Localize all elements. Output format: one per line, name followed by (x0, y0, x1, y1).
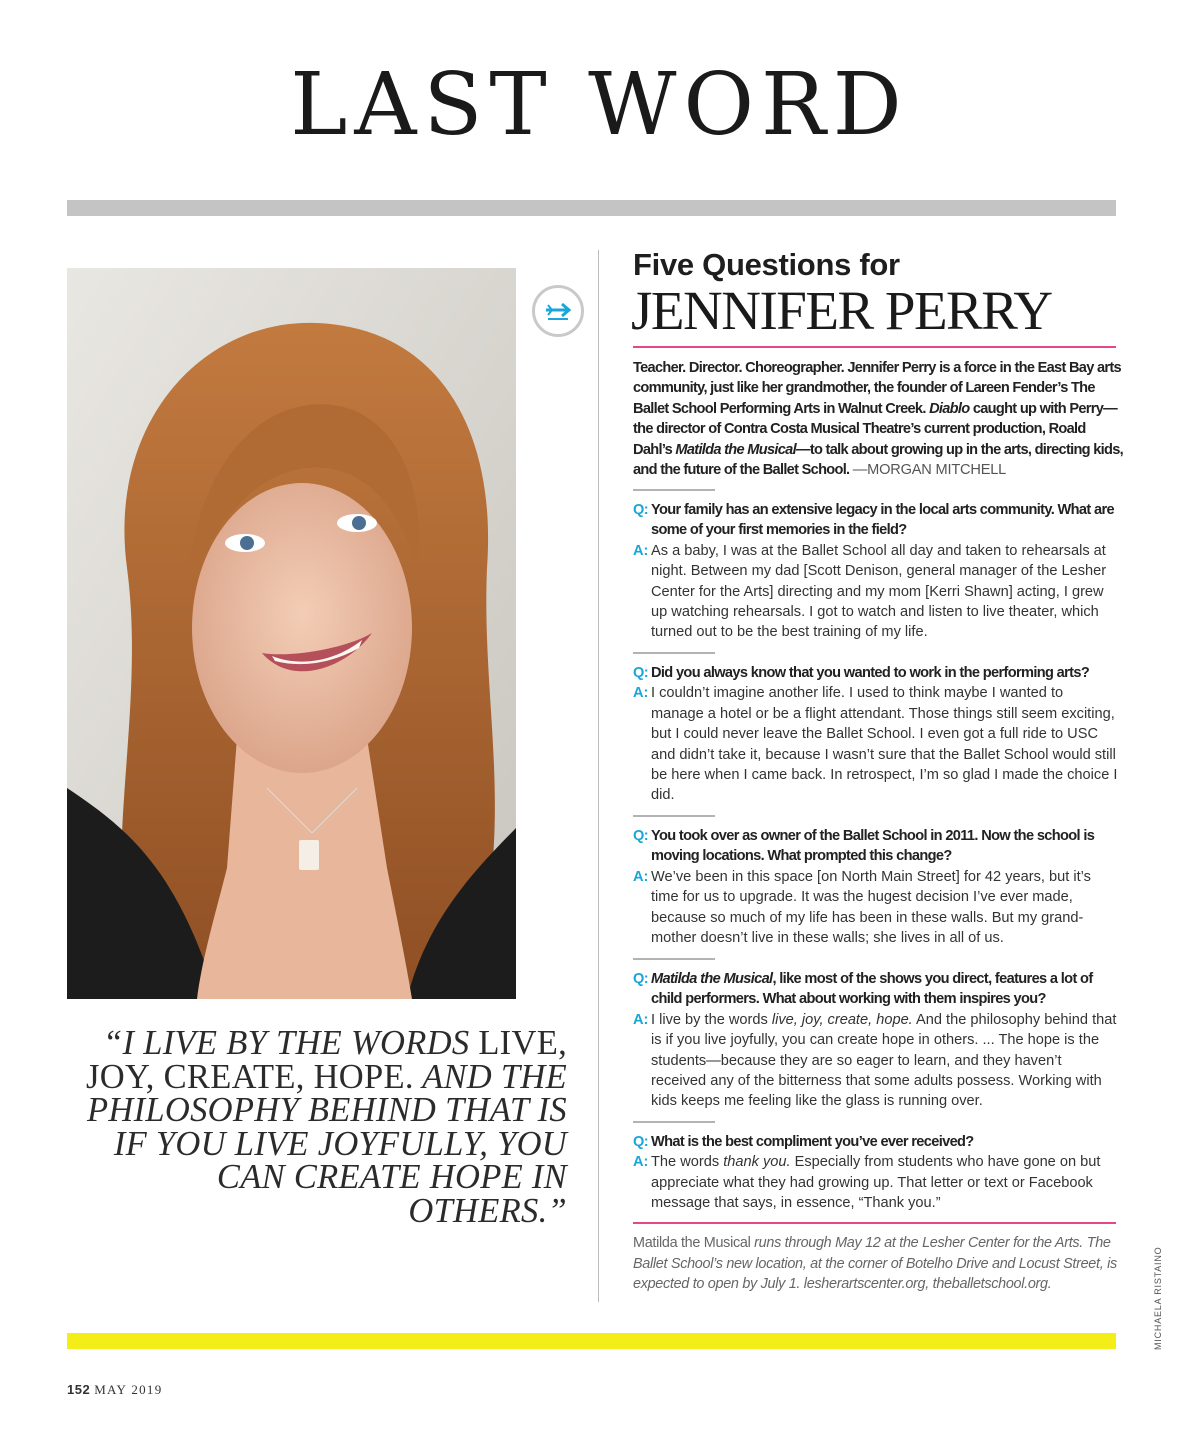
qa-divider (633, 652, 715, 654)
question-label: Q: (633, 971, 648, 987)
portrait-photo (67, 268, 516, 999)
question-label: Q: (633, 502, 648, 518)
headline-name: JENNIFER PERRY (631, 280, 1052, 341)
qa-divider (633, 489, 715, 491)
question-text: What is the best compliment you’ve ever received? (651, 1134, 974, 1150)
qa-block-2 (633, 663, 1119, 806)
answer-label: A: (633, 868, 649, 885)
qa-block-1 (633, 500, 1119, 643)
question-text: Your family has an extensive legacy in the local arts community. What are some of your first memories in the field? (651, 502, 1114, 539)
qa-divider (633, 815, 715, 817)
pull-quote-open: “I LIVE BY THE WORDS (103, 1024, 479, 1062)
footnote-text: runs through May 12 at the Lesher Center for the Arts. The Ballet School’s new location, at the corner of Botelho Drive and Locust Street, is expected to open by July 1. lesherartscenter.org, theballetschool.org. (633, 1235, 1117, 1292)
question-label: Q: (633, 828, 648, 844)
question-text: Did you always know that you wanted to work in the performing arts? (651, 665, 1090, 681)
pull-quote-rest: AND THE PHILOSOPHY BEHIND THAT IS IF YOU LIVE JOYFULLY, YOU CAN CREATE HOPE IN OTHERS.” (87, 1057, 567, 1230)
qa-block-4 (633, 969, 1119, 1112)
header-rule (67, 200, 1116, 216)
qa-divider (633, 958, 715, 960)
answer-text-pre: The words (651, 1154, 724, 1171)
byline: —MORGAN MITCHELL (852, 462, 1007, 479)
answer-text: I couldn’t imagine another life. I used to think maybe I wanted to manage a hotel or be a flight attendant. Those things still seem exciting, but I could never leave the Ballet School. I even got a full ride to USC and didn’t take it, because I wasn’t sure that the Ballet School would still be here when I came back. In retrospect, I’m so glad I made the choice I did. (651, 685, 1118, 804)
headline-rule (633, 346, 1116, 348)
intro-text-1: Teacher. Director. Choreographer. Jennifer Perry is a force in the East Bay arts community, just like her grandmother, the founder of Lareen Fender’s The Ballet School Performing Arts in Walnut Creek. (633, 360, 1121, 417)
answer-emphasis: thank you. (723, 1154, 791, 1171)
pull-quote (60, 1024, 567, 1230)
footer-rule (67, 1333, 1116, 1349)
answer-label: A: (633, 685, 649, 702)
answer-emphasis: live, joy, create, hope. (771, 1011, 913, 1028)
issue-date: MAY 2019 (94, 1382, 163, 1397)
question-show-title: Matilda the Musical (651, 971, 773, 987)
answer-text: We’ve been in this space [on North Main Street] for 42 years, but it’s time for us to upgrade. It was the hugest decision I’ve ever made, because so much of my life has been in these walls. But my grand-mother doesn’t live in these walls; she lives in all of us. (651, 868, 1091, 947)
intro-text-2: caught up with Perry—the director of Contra Costa Musical Theatre’s current production, Roald Dahl’s (633, 400, 1118, 458)
answer-text-post: Especially from students who have gone on but appreciate what they had growing up. That letter or text or Facebook message that says, in essence, “Thank you.” (651, 1154, 1101, 1212)
intro-publication: Diablo (929, 400, 970, 417)
intro-text-3: —to talk about growing up in the arts, directing kids, and the future of the Ballet School. (633, 441, 1124, 479)
intro-paragraph (633, 358, 1123, 480)
qa-block-5 (633, 1132, 1119, 1214)
column-divider (598, 250, 599, 1302)
answer-text-post: And the philosophy behind that is if you live joyfully, you can create hope in others. ... The hope is the students—because they are so eager to learn, and they haven’t received any of the bitterness that some adults possess. Working with kids keeps me feeling like the glass is running over. (651, 1011, 1117, 1110)
page-folio (67, 1382, 163, 1398)
footnote-rule (633, 1222, 1116, 1224)
intro-show-title: Matilda the Musical (675, 441, 796, 458)
answer-text: As a baby, I was at the Ballet School all day and taken to rehearsals at night. Between my dad [Scott Denison, general manager of the Lesher Center for the Arts] directing and my mom [Kerri Shawn] acting, I grew up watching rehearsals. I got to watch and listen to live theater, which turned out to be the best training of my life. (651, 542, 1107, 641)
answer-label: A: (633, 542, 649, 559)
arrow-badge-icon (532, 285, 584, 337)
qa-block-3 (633, 826, 1119, 948)
qa-divider (633, 1121, 715, 1123)
page-number: 152 (67, 1382, 91, 1397)
headline-kicker: Five Questions for (633, 247, 900, 282)
section-title: LAST WORD (290, 55, 909, 155)
photo-credit: MICHAELA RISTAINO (1153, 1246, 1163, 1350)
event-footnote (633, 1233, 1123, 1295)
question-text: You took over as owner of the Ballet School in 2011. Now the school is moving locations. What prompted this change? (651, 828, 1095, 865)
pull-quote-words: LIVE, JOY, CREATE, HOPE. (86, 1024, 567, 1096)
question-label: Q: (633, 665, 648, 681)
footnote-show-title: Matilda the Musical (633, 1235, 751, 1251)
question-label: Q: (633, 1134, 648, 1150)
answer-label: A: (633, 1154, 649, 1171)
question-text: , like most of the shows you direct, features a lot of child performers. What about working with them inspires you? (651, 971, 1093, 1008)
answer-label: A: (633, 1011, 649, 1028)
answer-text-pre: I live by the words (651, 1011, 772, 1028)
